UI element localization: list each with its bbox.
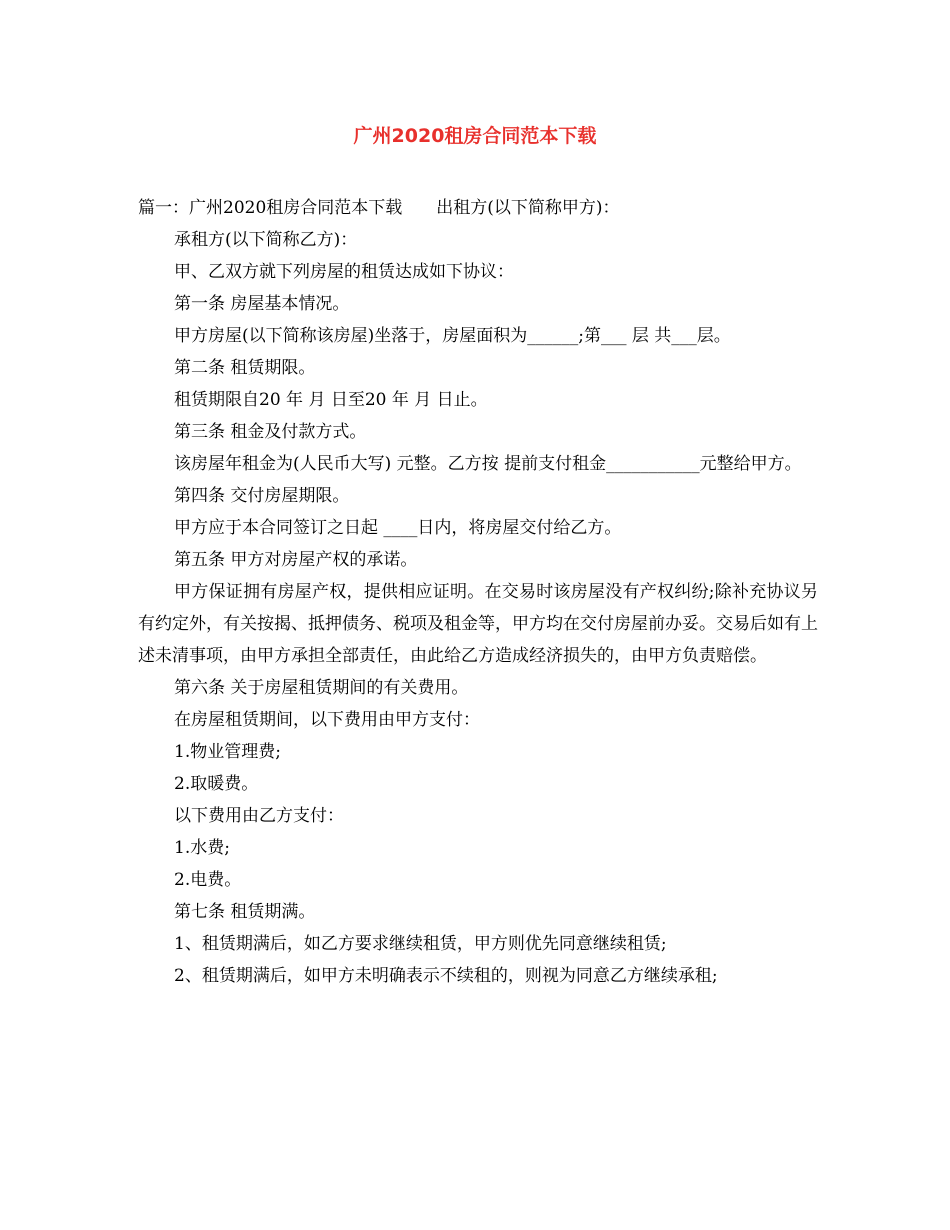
article-6-heading: 第六条 关于房屋租赁期间的有关费用。: [174, 678, 469, 698]
document-title: 广州2020租房合同范本下载: [353, 125, 597, 147]
paragraph-tenant-fees: 以下费用由乙方支付：: [174, 806, 344, 826]
paragraph-intro: 篇一：广州2020租房合同范本下载 出租方(以下简称甲方)：: [138, 198, 620, 218]
paragraph-ownership: 甲方保证拥有房屋产权，提供相应证明。在交易时该房屋没有产权纠纷;除补充协议另有约定外，有关按揭、抵押债务、税项及租金等，甲方均在交付房屋前办妥。交易后如有上述未清事项，由甲方承担全部责任，由此给乙方造成经济损失的，由甲方负责赔偿。: [138, 582, 818, 666]
list-item: 1.水费;: [174, 838, 230, 858]
paragraph-lease-term: 租赁期限自20 年 月 日至20 年 月 日止。: [174, 390, 488, 410]
article-4-heading: 第四条 交付房屋期限。: [174, 486, 350, 506]
article-2-heading: 第二条 租赁期限。: [174, 358, 316, 378]
list-item: 2.电费。: [174, 870, 242, 890]
paragraph-delivery: 甲方应于本合同签订之日起 ____日内，将房屋交付给乙方。: [174, 518, 622, 538]
paragraph-landlord-fees: 在房屋租赁期间，以下费用由甲方支付：: [174, 710, 480, 730]
article-5-heading: 第五条 甲方对房屋产权的承诺。: [174, 550, 418, 570]
article-1-heading: 第一条 房屋基本情况。: [174, 294, 350, 314]
paragraph-property-info: 甲方房屋(以下简称该房屋)坐落于，房屋面积为______;第___ 层 共___层。: [174, 326, 731, 346]
paragraph-agreement: 甲、乙双方就下列房屋的租赁达成如下协议：: [174, 262, 514, 282]
paragraph-rent: 该房屋年租金为(人民币大写) 元整。乙方按 提前支付租金___________元整给甲方。: [174, 454, 802, 474]
document-body: [138, 192, 818, 992]
article-3-heading: 第三条 租金及付款方式。: [174, 422, 367, 442]
list-item: 2、租赁期满后，如甲方未明确表示不续租的，则视为同意乙方继续承租;: [174, 966, 718, 986]
list-item: 1、租赁期满后，如乙方要求继续租赁，甲方则优先同意继续租赁;: [174, 934, 667, 954]
list-item: 1.物业管理费;: [174, 742, 281, 762]
paragraph-tenant: 承租方(以下简称乙方)：: [174, 230, 358, 250]
article-7-heading: 第七条 租赁期满。: [174, 902, 316, 922]
list-item: 2.取暖费。: [174, 774, 259, 794]
